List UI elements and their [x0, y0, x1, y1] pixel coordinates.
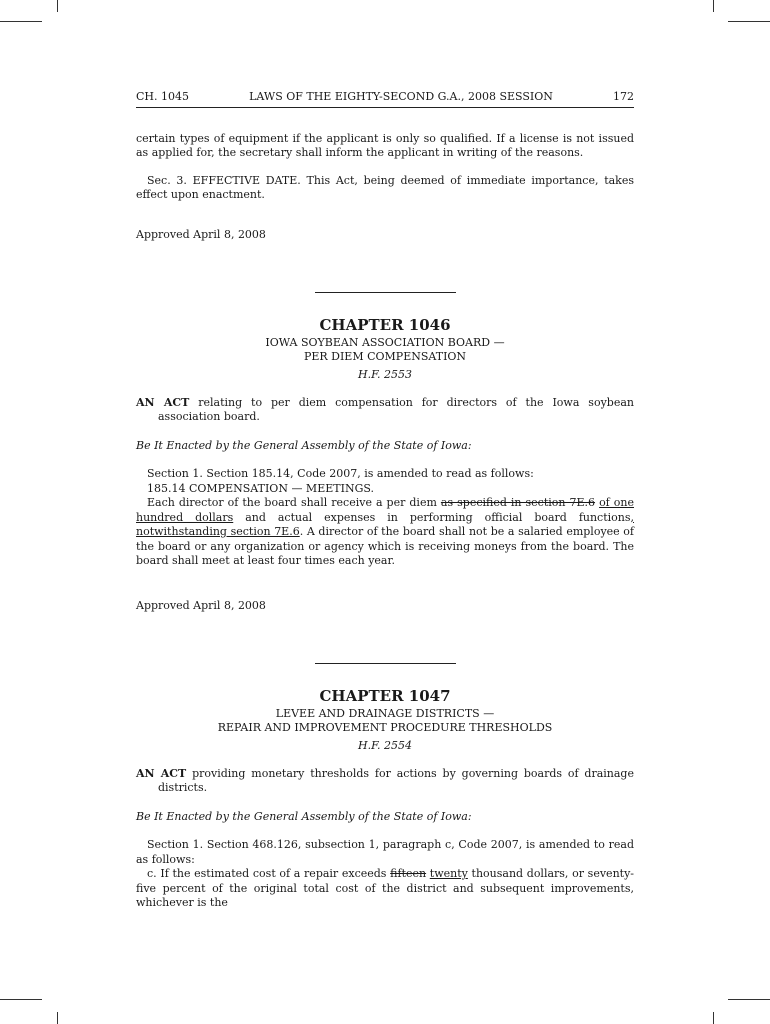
page-content [136, 90, 634, 911]
chapter-1047-title: CHAPTER 1047 [319, 687, 451, 705]
act-label: AN ACT [136, 766, 187, 780]
act-label: AN ACT [136, 395, 190, 409]
chapter-1046-subtitle-1: IOWA SOYBEAN ASSOCIATION BOARD — [265, 336, 505, 349]
crop-mark [57, 1012, 58, 1024]
section-1-intro: Section 1. Section 468.126, subsection 1, paragraph c, Code 2007, is amended to read as follows: [136, 838, 634, 866]
section-heading: 185.14 COMPENSATION — MEETINGS. [147, 481, 374, 495]
crop-mark [713, 1012, 714, 1024]
chapter-1047-subtitle-1: LEVEE AND DRAINAGE DISTRICTS — [275, 707, 495, 720]
chapter-1046-subtitle-2: PER DIEM COMPENSATION [303, 350, 467, 363]
act-text: relating to per diem compensation for directors of the Iowa soybean association board. [158, 395, 634, 423]
section-1-intro: Section 1. Section 185.14, Code 2007, is amended to read as follows: [147, 467, 534, 480]
crop-mark [728, 999, 770, 1000]
crop-mark [0, 999, 42, 1000]
enacting-clause: Be It Enacted by the General Assembly of the State of Iowa: [136, 809, 472, 823]
header-chapter: CH. 1045 [136, 90, 189, 103]
section-body: c. If the estimated cost of a repair exceeds fifteen twenty thousand dollars, or seventy-five percent of the original total cost of the district and subsequent improvements, whichever is the [136, 867, 634, 909]
sec3-paragraph: Sec. 3. EFFECTIVE DATE. This Act, being deemed of immediate importance, takes effect upon enactment. [136, 173, 634, 201]
enacting-clause: Be It Enacted by the General Assembly of the State of Iowa: [136, 438, 472, 452]
header-page-number: 172 [612, 90, 634, 103]
act-text: providing monetary thresholds for actions by governing boards of drainage districts. [158, 766, 634, 794]
continuation-paragraph: certain types of equipment if the applicant is only so qualified. If a license is not issued as applied for, the secretary shall inform the applicant in writing of the reasons. [136, 131, 634, 159]
chapter-1047-subtitle-2: REPAIR AND IMPROVEMENT PROCEDURE THRESHOLDS [217, 721, 553, 734]
chapter-1046-act-paragraph [136, 396, 634, 425]
inserted-text: , notwithstanding section 7E.6 [136, 510, 635, 538]
section-body: Each director of the board shall receive a per diem as specified in section 7E.6 of one hundred dollars and actual expenses in performing official board functions, notwithstanding section 7E.6. A director of the board shall not be a salaried employee of the board or any organization or agency which is receiving moneys from the board. The board shall meet at least four times each year. [136, 496, 635, 567]
running-header [136, 90, 634, 108]
approved-date-1046: Approved April 8, 2008 [136, 598, 266, 612]
chapter-1046-bill-number: H.F. 2553 [358, 368, 412, 381]
crop-mark [728, 21, 770, 22]
struck-text: as specified in section 7E.6 [440, 496, 596, 509]
inserted-text: twenty [429, 867, 468, 880]
chapter-1046-title: CHAPTER 1046 [319, 316, 451, 334]
chapter-divider [315, 663, 456, 664]
crop-mark [0, 21, 42, 22]
chapter-divider [315, 292, 456, 293]
chapter-1047-act-paragraph [136, 767, 634, 796]
header-title: LAWS OF THE EIGHTY-SECOND G.A., 2008 SESSION [249, 90, 553, 103]
crop-mark [713, 0, 714, 12]
approved-date-1045: Approved April 8, 2008 [136, 227, 266, 241]
struck-text: fifteen [390, 867, 427, 880]
inserted-text: of one hundred dollars [136, 496, 634, 524]
crop-mark [57, 0, 58, 12]
chapter-1047-bill-number: H.F. 2554 [358, 739, 412, 752]
